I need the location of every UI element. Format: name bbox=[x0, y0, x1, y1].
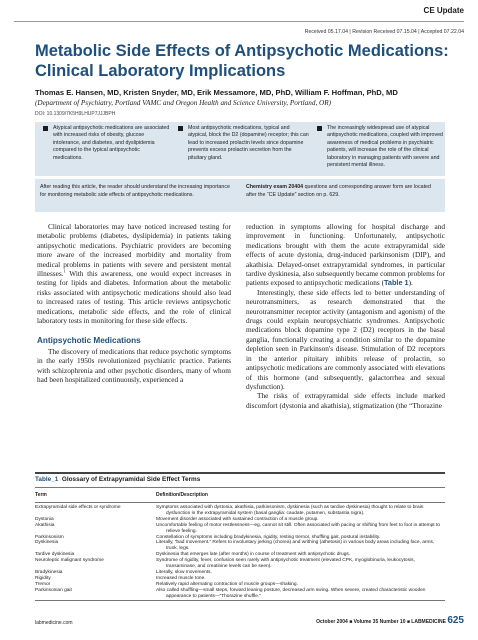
table-cell-definition: Dyskinesia that emerges late (after months) in course of treatment with antipsychotic drugs. bbox=[156, 552, 351, 558]
author-list: Thomas E. Hansen, MD, Kristen Snyder, MD, Erik Messamore, MD, PhD, William F. Hoffman, PhD, MD bbox=[35, 88, 398, 97]
table-row bbox=[35, 558, 445, 570]
page-number: 625 bbox=[447, 615, 464, 626]
table-cell-term: Dystonia bbox=[35, 516, 54, 522]
table-title: Table_1 Glossary of Extrapyramidal Side Effect Terms bbox=[35, 476, 201, 483]
bullet-square-icon bbox=[178, 126, 183, 131]
table-cell-term: Neuroleptic malignant syndrome bbox=[35, 558, 104, 564]
bullet-square-icon bbox=[317, 126, 322, 131]
body-column-right bbox=[246, 222, 445, 410]
footer-site-link[interactable]: labmedicine.com bbox=[35, 620, 73, 626]
key-point: The increasingly widespread use of atypical antipsychotic medications, coupled with improved awareness of medical problems in psychiatric patients, will increase the role of the clinical laboratory in managing patients with severe and persistent mental illness. bbox=[317, 125, 451, 169]
table-cell-definition: Uncomfortable feeling of motor restlessness—eg, cannot sit still. Often associated with pacing or shifting from feet to foot in attempt to relieve feeling. bbox=[156, 522, 440, 534]
table-cell-definition: Movement disorder associated with sustained contraction of a muscle group. bbox=[156, 516, 319, 522]
body-paragraph: Interestingly, these side effects led to better understanding of neurotransmitters, as research demonstrated that the neurotransmitter receptor activity (antagonism and agonism) of the drugs could explain neuropsychiatric syndromes. Antipsychotic medications block dopamine type 2 (D2) receptors in the basal ganglia, functionally creating a condition similar to the dopamine depletion seen in Parkinson's disease. Stimulation of D2 receptors in the anterior pituitary inhibits release of prolactin, so antipsychotic medications are commonly associated with elevations of this hormone (and subsequently, galactorrhea and sexual dysfunction). bbox=[246, 287, 445, 391]
table-cell-definition: Literally, “bad movement.” Refers to involuntary jerking (chorea) and writhing (athetosis) in various body areas including face, arms, trunk, legs. bbox=[156, 540, 435, 552]
table-rule bbox=[35, 502, 445, 503]
table-cell-term: Bradykinesia bbox=[35, 569, 63, 575]
table-reference-link[interactable]: Table 1 bbox=[384, 278, 409, 288]
affiliation: (Department of Psychiatry, Portland VAMC and Oregon Health and Science University, Portland, OR) bbox=[35, 99, 332, 107]
body-paragraph: The discovery of medications that reduce psychotic symptoms in the early 1950s revolutionized psychiatric practice. Patients with schizophrenia and other psychotic disorders, many of whom had been hospitalized continuously, experienced a bbox=[37, 346, 231, 385]
body-paragraph: reduction in symptoms allowing for hospital discharge and improvement in functioning. Unfortunately, antipsychotic medications brought with them the acute extrapyramidal side effects of acute dystonia, drug-induced parkinsonism (DIP), and akathisia. Delayed-onset extrapyramidal syndromes, in particular tardive dyskinesia, also subsequently became common problems for patients exposed to antipsychotic medications (Table 1). bbox=[246, 222, 445, 288]
body-paragraph: Clinical laboratories may have noticed increased testing for metabolic problems (diabetes, dyslipidemia) in patients taking antipsychotic medications. Psychiatric providers are becoming more aware of the increased morbidity and mortality from medical problems in patients with severe and persistent mental illnesses.$^1$ With this awareness, one would expect increases in testing for lipids and diabetes. Information about the metabolic risks associated with antipsychotic medications should also lead to increased rates of testing. This article reviews antipsychotic medications, metabolic side effects, and the role of clinical laboratory tests in monitoring for these side effects. bbox=[37, 222, 231, 326]
table-header-definition: Definition/Description bbox=[156, 492, 208, 498]
received-dates: Received 05.17.04 | Revision Received 07.15.04 | Accepted 07.22.04 bbox=[304, 29, 464, 35]
table-header-term: Term bbox=[35, 492, 47, 498]
key-point: Atypical antipsychotic medications are associated with increased risks of obesity, glucose intolerance, and diabetes, and dyslipidemia compared to the typical antipsychotic medications. bbox=[43, 125, 171, 162]
table-row bbox=[35, 588, 445, 600]
table-top-rule bbox=[35, 472, 445, 474]
table-bottom-rule bbox=[35, 600, 445, 601]
table-cell-term: Parkinsonism bbox=[35, 534, 64, 540]
ce-exam-id: Chemistry exam 20404 bbox=[246, 184, 304, 190]
article-title: Metabolic Side Effects of Antipsychotic Medications: Clinical Laboratory Implications bbox=[35, 42, 449, 80]
table-cell-definition: Increased muscle tone. bbox=[156, 575, 206, 581]
body-column-left bbox=[37, 222, 231, 385]
table-cell-definition: Constellation of symptoms including bradykinesia, rigidity, resting tremor, shuffling gait, postural instability. bbox=[156, 534, 381, 540]
learning-objectives-box bbox=[35, 179, 445, 212]
table-cell-term: Tremor bbox=[35, 581, 51, 587]
section-label: CE Update bbox=[423, 6, 464, 15]
table-row bbox=[35, 505, 445, 517]
bullet-square-icon bbox=[43, 126, 48, 131]
doi[interactable]: DOI: 10.1309/7K5H9LHUP7JJJBPH bbox=[35, 111, 116, 117]
ce-exam-note: Chemistry exam 20404 questions and corresponding answer form are located after the “CE Update” section on p. 629. bbox=[246, 184, 431, 198]
table-cell-term: Parkinsonian gait bbox=[35, 587, 72, 593]
body-paragraph: The risks of extrapyramidal side effects include marked discomfort (dystonia and akathisia), stigmatization (the “Thorazine bbox=[246, 391, 445, 410]
table-cell-definition: Syndrome of rigidity, fever, confusion seen rarely with antipsychotic treatment (elevated CPK, myoglobinuria, leukocytosis, transaminase, and creatinine levels can be seen). bbox=[156, 558, 415, 570]
table-cell-definition: Symptoms associated with dystonia, akathisia, parkinsonism, dyskinesia (such as tardive dyskinesia) thought to relate to brain dysfunction in the extrapyramidal system (basal ganglia: caudate, putamen, substantia nigra). bbox=[156, 505, 424, 516]
footer-issue-info: October 2004 ■ Volume 35 Number 10 ■ LABMEDICINE bbox=[316, 619, 446, 625]
key-points-box bbox=[35, 122, 445, 176]
table-rule bbox=[35, 487, 445, 488]
table-row bbox=[35, 540, 445, 552]
citation-ref[interactable]: 1 bbox=[63, 268, 66, 274]
objective-text: After reading this article, the reader should understand the increasing importance for monitoring metabolic side effects of antipsychotic medications. bbox=[40, 184, 230, 198]
key-point: Most antipsychotic medications, typical and atypical, block the D2 (dopamine) receptor; this can lead to increased prolactin levels since dopamine prevents excess prolactin secretion from the pituitary gland. bbox=[178, 125, 310, 162]
table-body bbox=[35, 505, 445, 600]
table-cell-term: Rigidity bbox=[35, 575, 51, 581]
table-cell-definition: Literally, slow movements. bbox=[156, 569, 212, 575]
table-cell-term: Tardive dyskinesia bbox=[35, 552, 75, 558]
section-heading: Antipsychotic Medications bbox=[37, 336, 141, 346]
table-row bbox=[35, 523, 445, 535]
table-cell-term: Akathisia bbox=[35, 522, 55, 528]
table-cell-term: Extrapyramidal side effects or syndrome bbox=[35, 505, 121, 510]
table-cell-definition: Also called shuffling—small steps, forward leaning posture, decreased arm swing. When severe, created characteristic wooden appearance to patients—“Thorazine shuffle.” bbox=[156, 587, 426, 599]
header-rule bbox=[14, 21, 464, 22]
table-cell-definition: Relatively rapid alternating contraction of muscle groups—shaking. bbox=[156, 581, 298, 587]
table-cell-term: Dyskinesia bbox=[35, 540, 59, 546]
